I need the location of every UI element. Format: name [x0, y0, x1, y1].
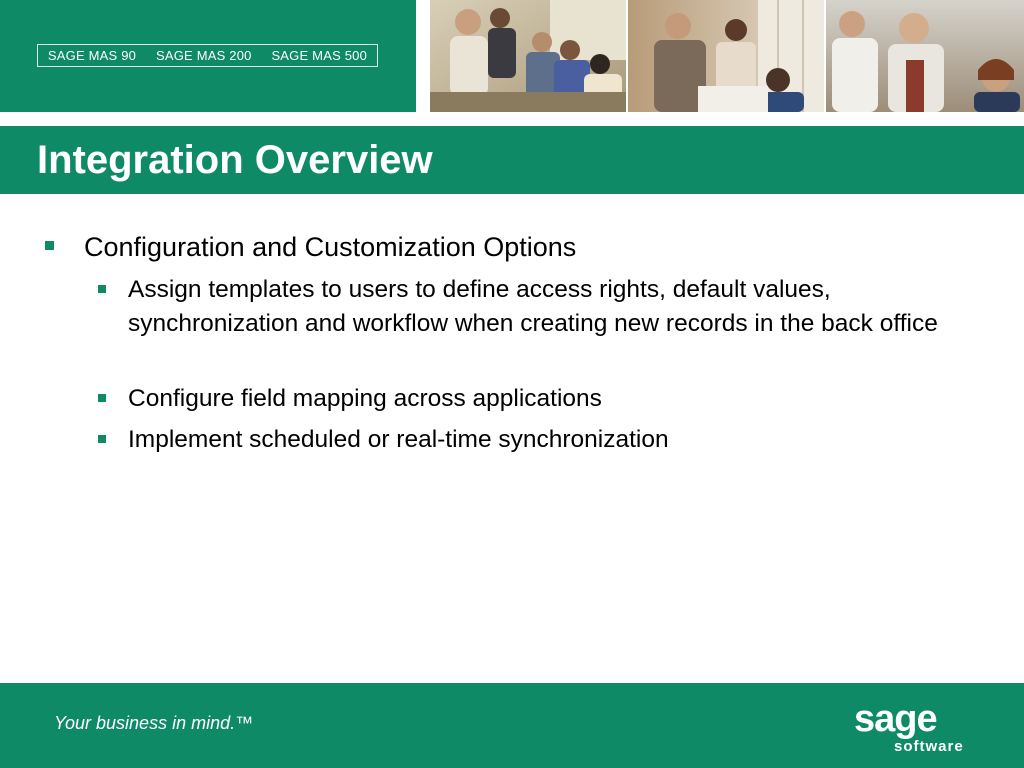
title-bar: [0, 126, 1024, 194]
colleagues-photo-image: [826, 0, 1024, 112]
bullet-level1: Configuration and Customization Options: [84, 232, 577, 262]
header-photos: [430, 0, 1024, 112]
footer-tagline: Your business in mind.™: [54, 713, 254, 733]
sage-logo: [850, 697, 980, 757]
product-mas200: SAGE MAS 200: [155, 48, 252, 63]
logo-subtext: software: [894, 738, 964, 755]
slide-title: Integration Overview: [37, 138, 433, 182]
header-banner: [0, 0, 1024, 115]
bullet-square-icon: [98, 435, 106, 443]
product-mas90: SAGE MAS 90: [47, 48, 137, 63]
bullet-square-icon: [98, 394, 106, 402]
bullet-level2: Implement scheduled or real-time synchronization: [128, 426, 669, 453]
product-mas500: SAGE MAS 500: [271, 48, 368, 63]
brand-box: [0, 0, 416, 112]
team-photo-image: [430, 0, 626, 112]
bullet-level2: Assign templates to users to define access rights, default values, synchronization and workflow when creating new records in the back office: [128, 276, 938, 337]
bullet-square-icon: [98, 285, 106, 293]
logo-wordmark: sage: [854, 698, 937, 740]
footer-bar: [0, 683, 1024, 768]
bullet-level2: Configure field mapping across applications: [128, 385, 602, 412]
bullet-square-icon: [45, 241, 54, 250]
product-list: [37, 44, 378, 67]
meeting-photo-image: [628, 0, 824, 112]
